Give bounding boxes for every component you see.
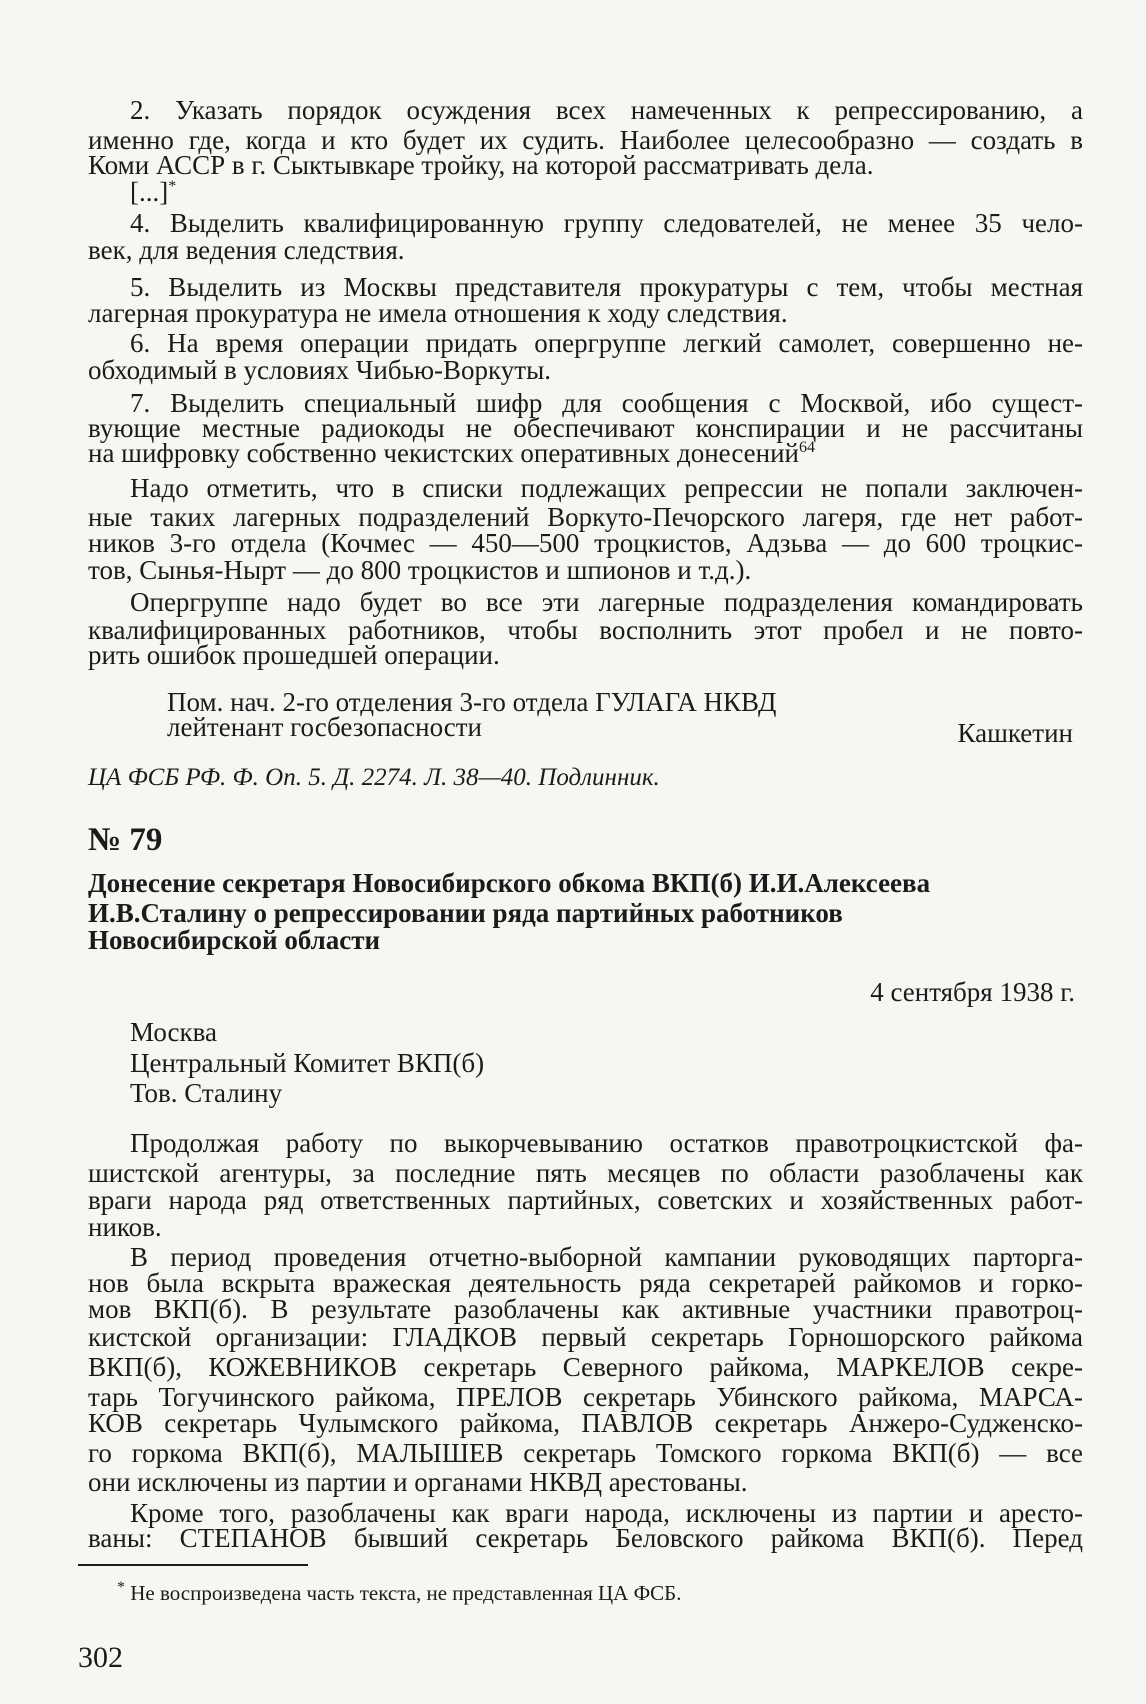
text-line: тов, Сынья-Нырт — до 800 троцкистов и шпионов и т.д.). (88, 555, 752, 585)
text-line: рить ошибок прошедшей операции. (88, 640, 500, 670)
text-line: шистской агентуры, за последние пять месяцев по области разоблачены как (88, 1158, 1083, 1188)
text-line: вующие местные радиокоды не обеспечивают конспирации и не рассчитаны (88, 413, 1083, 443)
text-line: они исключены из партии и органами НКВД арестованы. (88, 1467, 748, 1497)
address-line: Москва (130, 1017, 217, 1047)
text-span: на шифровку собственно чекистских оперативных донесений (88, 438, 799, 468)
text-line: враги народа ряд ответственных партийных, советских и хозяйственных работ- (88, 1185, 1083, 1215)
footnote-mark: * (117, 1579, 125, 1596)
text-line: В период проведения отчетно-выборной кампании руководящих парторга- (130, 1242, 1083, 1272)
text-line: тарь Тогучинского райкома, ПРЕЛОВ секретарь Убинского райкома, МАРСА- (88, 1382, 1083, 1412)
document-date: 4 сентября 1938 г. (870, 977, 1075, 1007)
signer-name: Кашкетин (957, 718, 1073, 748)
endnote-reference: 64 (798, 439, 815, 456)
address-line: Центральный Комитет ВКП(б) (130, 1048, 485, 1078)
footnote-text: Не воспроизведена часть текста, не представленная ЦА ФСБ. (130, 1581, 682, 1605)
footnote-mark: * (168, 178, 177, 195)
address-line: Тов. Сталину (130, 1078, 283, 1108)
text-line: ников 3-го отдела (Кочмес — 450—500 троцкистов, Адзьва — до 600 троцкис- (88, 528, 1083, 558)
document-number: № 79 (88, 822, 163, 858)
signer-position: Пом. нач. 2-го отделения 3-го отдела ГУЛАГА НКВД (167, 687, 777, 717)
text-line: ВКП(б), КОЖЕВНИКОВ секретарь Северного райкома, МАРКЕЛОВ секре- (88, 1352, 1083, 1382)
text-line: именно где, когда и кто будет их судить. Наиболее целесообразно — создать в (88, 125, 1083, 155)
text-line: Надо отметить, что в списки подлежащих репрессии не попали заключен- (130, 473, 1083, 503)
title-line: Новосибирской области (88, 925, 381, 955)
text-line: 5. Выделить из Москвы представителя прокуратуры с тем, чтобы местная (130, 272, 1083, 302)
text-line: обходимый в условиях Чибью-Воркуты. (88, 355, 551, 385)
text-line: кистской организации: ГЛАДКОВ первый секретарь Горношорского райкома (88, 1322, 1083, 1352)
text-line: ников. (88, 1212, 162, 1242)
text-line: 2. Указать порядок осуждения всех намеченных к репрессированию, а (130, 95, 1083, 125)
text-line: ные таких лагерных подразделений Воркуто-Печорского лагеря, где нет работ- (88, 502, 1083, 532)
text-line: КОВ секретарь Чулымского райкома, ПАВЛОВ секретарь Анжеро-Судженско- (88, 1408, 1083, 1438)
text-line: Продолжая работу по выкорчевыванию остатков правотроцкистской фа- (130, 1128, 1083, 1158)
footnote-divider (78, 1564, 308, 1566)
archive-source: ЦА ФСБ РФ. Ф. Оп. 5. Д. 2274. Л. 38—40. Подлинник. (88, 764, 660, 791)
text-line: нов была вскрыта вражеская деятельность ряда секретарей райкомов и горко- (88, 1268, 1083, 1298)
text-line: Опергруппе надо будет во все эти лагерные подразделения командировать (130, 587, 1083, 617)
text-line: мов ВКП(б). В результате разоблачены как активные участники правотроц- (88, 1294, 1083, 1324)
text-line: ваны: СТЕПАНОВ бывший секретарь Беловского райкома ВКП(б). Перед (88, 1523, 1083, 1553)
text-line: Коми АССР в г. Сыктывкаре тройку, на которой рассматривать дела. (88, 150, 874, 180)
footnote (117, 1580, 681, 1606)
omission-text: [...] (130, 177, 169, 207)
omission-line (130, 177, 1083, 207)
text-line: го горкома ВКП(б), МАЛЫШЕВ секретарь Томского горкома ВКП(б) — все (88, 1438, 1083, 1468)
text-line (88, 438, 1083, 468)
text-line: 6. На время операции придать опергруппе легкий самолет, совершенно не- (130, 328, 1083, 358)
page-number: 302 (78, 1641, 123, 1674)
text-line: Кроме того, разоблачены как враги народа, исключены из партии и аресто- (130, 1498, 1083, 1528)
signer-rank: лейтенант госбезопасности (167, 712, 482, 742)
text-line: 4. Выделить квалифицированную группу следователей, не менее 35 чело- (130, 208, 1083, 238)
text-line: лагерная прокуратура не имела отношения к ходу следствия. (88, 298, 788, 328)
title-line: Донесение секретаря Новосибирского обкома ВКП(б) И.И.Алексеева (88, 868, 931, 898)
text-line: век, для ведения следствия. (88, 235, 405, 265)
title-line: И.В.Сталину о репрессировании ряда партийных работников (88, 898, 843, 928)
text-line: квалифицированных работников, чтобы восполнить этот пробел и не повто- (88, 615, 1083, 645)
text-line: 7. Выделить специальный шифр для сообщения с Москвой, ибо сущест- (130, 388, 1083, 418)
